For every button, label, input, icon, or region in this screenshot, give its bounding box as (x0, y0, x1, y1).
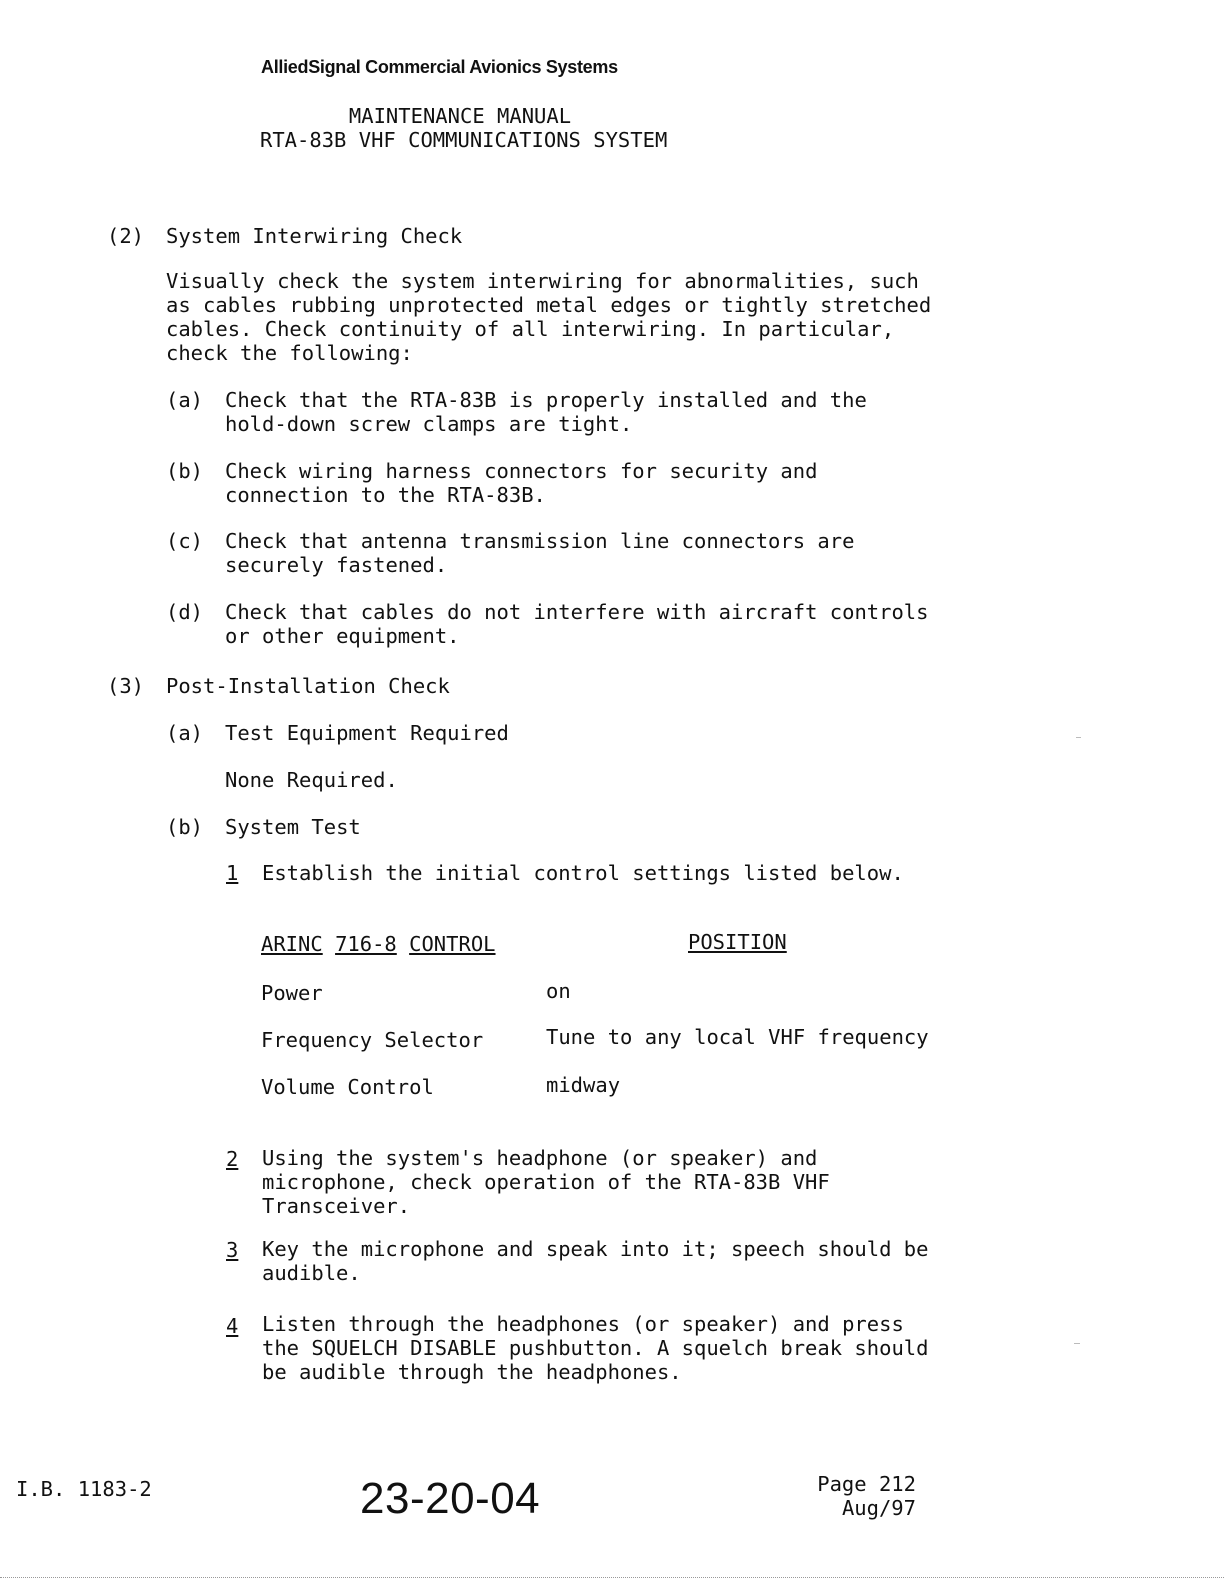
item-line: hold-down screw clamps are tight. (225, 412, 633, 436)
manual-subject: RTA-83B VHF COMMUNICATIONS SYSTEM (260, 128, 668, 152)
step-2-text (262, 1146, 830, 1218)
table-row-control: Frequency Selector (261, 1028, 484, 1052)
section-2-title: System Interwiring Check (166, 224, 463, 248)
item-c-text (225, 529, 854, 577)
intro-line: cables. Check continuity of all interwiring. In particular, (166, 317, 895, 341)
item-a-label: (a) (166, 388, 204, 412)
section-3-number: (3) (107, 674, 145, 698)
document-number: 23-20-04 (360, 1474, 541, 1523)
table-header-control (261, 932, 496, 956)
item-line: Check that the RTA-83B is properly installed and the (225, 388, 867, 412)
table-row-position: on (546, 979, 571, 1003)
item-line: or other equipment. (225, 624, 460, 648)
scan-speck (1076, 737, 1081, 738)
header-spec: 716-8 (335, 932, 397, 956)
table-header-position: POSITION (688, 930, 787, 954)
step-3-text (262, 1237, 928, 1285)
section-2-number: (2) (107, 224, 145, 248)
step-line: Key the microphone and speak into it; speech should be (262, 1237, 929, 1261)
intro-line: check the following: (166, 341, 413, 365)
item-line: Check that cables do not interfere with aircraft controls (225, 600, 929, 624)
page-number: Page 212 (817, 1472, 916, 1496)
item-d-label: (d) (166, 600, 204, 624)
table-row-control: Power (261, 981, 323, 1005)
step-line: Listen through the headphones (or speaker) and press (262, 1312, 904, 1336)
item-line: securely fastened. (225, 553, 448, 577)
test-equipment-title: Test Equipment Required (225, 721, 509, 745)
header-control: CONTROL (409, 932, 496, 956)
intro-line: as cables rubbing unprotected metal edges or tightly stretched (166, 293, 932, 317)
header-arinc: ARINC (261, 932, 323, 956)
item-line: Check that antenna transmission line connectors are (225, 529, 855, 553)
table-row-position: midway (546, 1073, 621, 1097)
intro-line: Visually check the system interwiring for abnormalities, such (166, 269, 919, 293)
step-line: Transceiver. (262, 1194, 411, 1218)
step-3-number: 3 (226, 1238, 239, 1262)
page-date: Aug/97 (841, 1496, 916, 1520)
step-line: microphone, check operation of the RTA-83B VHF (262, 1170, 830, 1194)
scan-speck (1074, 1343, 1080, 1344)
section-3-title: Post-Installation Check (166, 674, 450, 698)
step-line: Using the system's headphone (or speaker) and (262, 1146, 818, 1170)
manual-type: MAINTENANCE MANUAL (348, 104, 572, 128)
item-a-text (225, 388, 867, 436)
step-4-text (262, 1312, 928, 1384)
item-b-label: (b) (166, 459, 204, 483)
table-row-position: Tune to any local VHF frequency (546, 1025, 929, 1049)
system-test-label: (b) (166, 815, 204, 839)
test-equipment-label: (a) (166, 721, 204, 745)
system-test-title: System Test (225, 815, 361, 839)
step-1-number: 1 (226, 861, 239, 885)
step-line: the SQUELCH DISABLE pushbutton. A squelch break should (262, 1336, 929, 1360)
step-line: be audible through the headphones. (262, 1360, 682, 1384)
item-c-label: (c) (166, 529, 204, 553)
company-name: AlliedSignal Commercial Avionics Systems (261, 57, 618, 77)
step-4-number: 4 (226, 1314, 239, 1338)
ib-number: I.B. 1183-2 (16, 1477, 152, 1501)
item-b-text (225, 459, 817, 507)
table-row-control: Volume Control (261, 1075, 434, 1099)
step-line: audible. (262, 1261, 361, 1285)
item-line: connection to the RTA-83B. (225, 483, 546, 507)
item-d-text (225, 600, 929, 648)
step-1-text: Establish the initial control settings listed below. (262, 861, 904, 885)
interwiring-intro (166, 269, 931, 365)
step-2-number: 2 (226, 1147, 239, 1171)
test-equipment-text: None Required. (225, 768, 398, 792)
scan-edge-line (0, 1577, 1224, 1578)
item-line: Check wiring harness connectors for security and (225, 459, 818, 483)
